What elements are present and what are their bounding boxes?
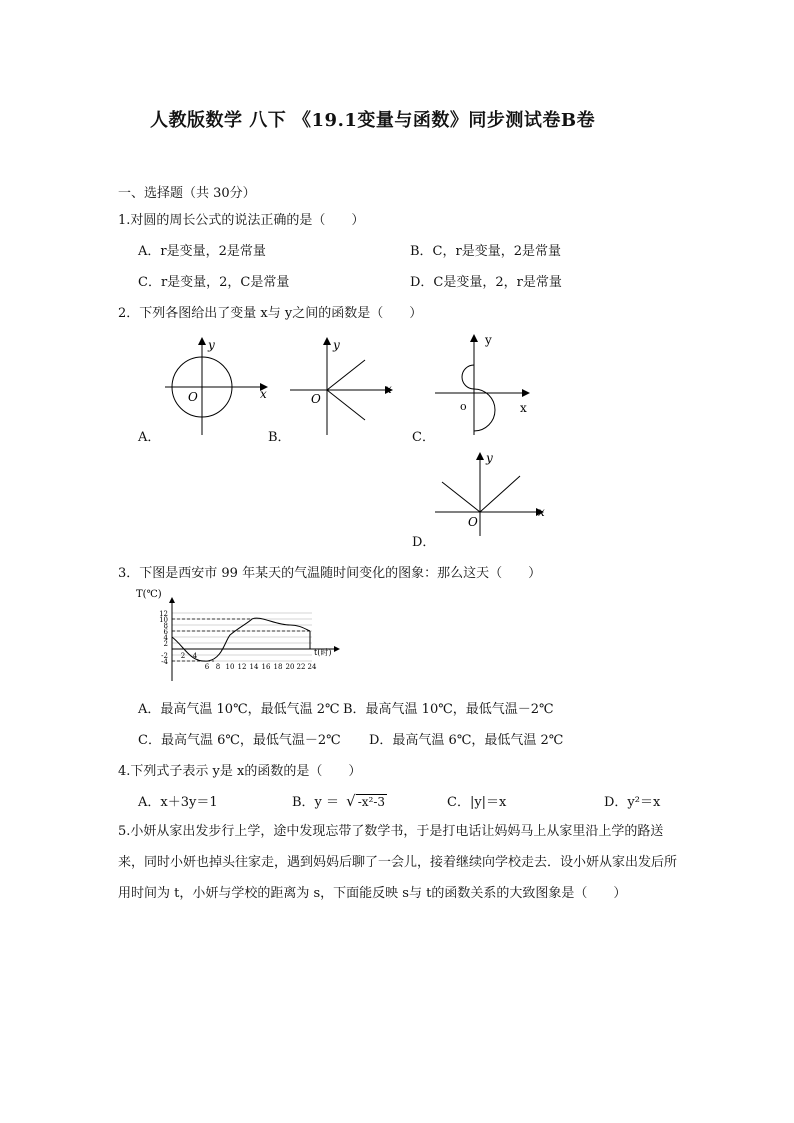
axis-y-label: y	[486, 451, 493, 465]
q3-temperature-graph	[130, 585, 360, 690]
q1-option-d: D．C是变量，2，r是常量	[410, 275, 562, 290]
q1-option-c: C．r是变量，2，C是常量	[138, 275, 290, 290]
q2-stem: 2．下列各图给出了变量 x与 y之间的函数是（ ）	[118, 306, 423, 321]
q4-option-b	[292, 791, 387, 810]
q2-label-b: B．	[268, 430, 291, 445]
y-tick: 12	[159, 610, 168, 618]
q1-option-b: B．C，r是变量，2是常量	[410, 244, 561, 259]
x-tick: 14	[249, 663, 259, 671]
axis-x-label: x	[260, 387, 267, 401]
x-tick: 24	[307, 663, 317, 671]
q3-option-a: A．最高气温 10℃，最低气温 2℃	[138, 702, 340, 717]
chart-x-label: t(时)	[314, 648, 332, 657]
x-tick: 18	[273, 663, 283, 671]
q4-stem: 4.下列式子表示 y是 x的函数的是（ ）	[118, 764, 362, 779]
axis-y-label: y	[485, 333, 492, 347]
q1-stem: 1.对圆的周长公式的说法正确的是（ ）	[118, 213, 365, 228]
y-tick: 10	[159, 616, 168, 624]
q4-option-c: C．|y|＝x	[447, 795, 507, 810]
y-tick: -2	[161, 652, 168, 660]
x-tick: 22	[296, 663, 306, 671]
q2-label-c: C．	[412, 430, 435, 445]
y-tick: 6	[163, 628, 168, 636]
axis-x-label: x	[385, 382, 392, 396]
q2-graph-d	[430, 448, 550, 540]
axis-x-label: x	[520, 401, 527, 415]
sqrt-icon: √	[346, 792, 356, 810]
y-tick: -4	[161, 658, 168, 666]
section-header: 一、选择题（共 30分）	[118, 186, 256, 201]
axis-y-label: y	[333, 338, 340, 352]
sqrt-radicand: -x²-3	[357, 795, 386, 809]
q4-option-a: A．x＋3y＝1	[138, 795, 218, 810]
q2-label-d: D．	[412, 535, 436, 550]
origin-label: O	[188, 390, 198, 404]
q2-graph-b	[285, 335, 405, 440]
y-tick: 8	[163, 622, 168, 630]
page-title: 人教版数学 八下 《19.1变量与函数》同步测试卷B卷	[150, 110, 596, 131]
x-tick: 8	[215, 663, 221, 671]
q3-option-b: B．最高气温 10℃，最低气温－2℃	[343, 702, 554, 717]
axis-x-label: x	[538, 505, 545, 519]
origin-label: o	[460, 400, 467, 413]
sqrt-expression	[346, 792, 387, 810]
x-tick: 4	[192, 652, 198, 660]
q2-graph-c	[430, 330, 540, 440]
axis-y-label: y	[208, 338, 215, 352]
q3-stem: 3．下图是西安市 99 年某天的气温随时间变化的图象：那么这天（ ）	[118, 566, 542, 581]
q2-graph-a	[160, 335, 280, 440]
q5-stem: 5.小妍从家出发步行上学，途中发现忘带了数学书，于是打电话让妈妈马上从家里沿上学的路送来，同时小妍也掉头往家走，遇到妈妈后聊了一会儿，接着继续向学校走去．设小妍从家出发后所用时间为 t，小妍与学校的距离为 s，下面能反映 s与 t的函数关系的大致图象是（ ）	[118, 824, 678, 901]
q3-option-c: C．最高气温 6℃，最低气温－2℃	[138, 733, 341, 748]
x-tick: 20	[285, 663, 295, 671]
x-tick: 16	[261, 663, 271, 671]
y-tick: 2	[163, 640, 168, 648]
x-tick: 2	[180, 652, 186, 660]
q3-option-d: D．最高气温 6℃，最低气温 2℃	[369, 733, 564, 748]
q1-option-a: A．r是变量，2是常量	[138, 244, 266, 259]
y-tick: 4	[163, 634, 168, 642]
q4-option-b-prefix: B．y ＝	[292, 795, 340, 810]
x-tick: 6	[204, 663, 210, 671]
x-tick: 12	[237, 663, 247, 671]
q4-option-d: D．y²＝x	[604, 795, 661, 810]
chart-y-label: T(℃)	[136, 589, 162, 600]
origin-label: O	[468, 515, 478, 529]
q2-label-a: A．	[138, 430, 161, 445]
x-tick: 10	[225, 663, 235, 671]
origin-label: O	[311, 392, 321, 406]
